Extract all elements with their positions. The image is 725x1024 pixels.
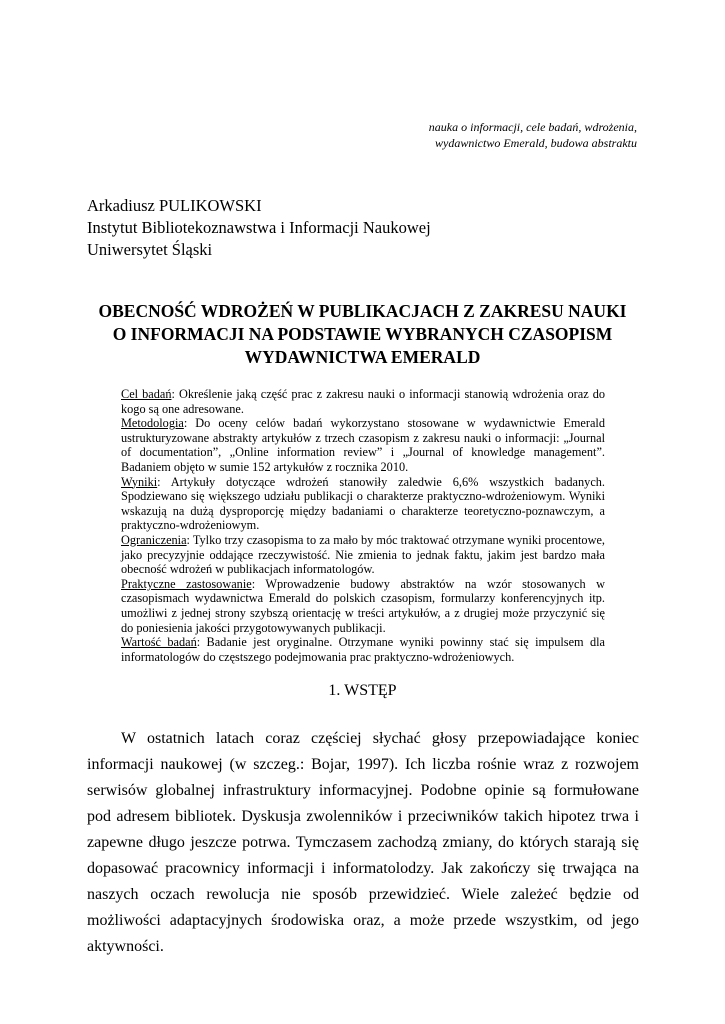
author-university: Uniwersytet Śląski — [87, 240, 213, 259]
abstract-value-text: : Badanie jest oryginalne. Otrzymane wyniki powinny stać się impulsem dla informatologów do częstszego podejmowania prac praktyczno-wdrożeniowych. — [121, 635, 605, 664]
abstract-value-label: Wartość badań — [121, 635, 197, 650]
abstract-limitations-text: : Tylko trzy czasopisma to za mało by móc traktować otrzymane wyniki procentowe, jako precyzyjnie oddające rzeczywistość. Nie zmienia to jednak faktu, jakim jest bardzo mała obecność wdrożeń w publikacjach informatologów. — [121, 532, 605, 577]
author-institute: Instytut Bibliotekoznawstwa i Informacji Naukowej — [87, 218, 431, 237]
section-heading: 1. WSTĘP — [328, 682, 397, 699]
title-line-2: O INFORMACJI NA PODSTAWIE WYBRANYCH CZASOPISM — [112, 324, 613, 344]
abstract-practical — [121, 577, 605, 635]
body-paragraph: W ostatnich latach coraz częściej słychać głosy przepowiadające koniec informacji naukowej (w szczeg.: Bojar, 1997). Ich liczba rośnie wraz z rozwojem serwisów globalnej infrastruktury informacyjnej. Podobne opinie są formułowane pod adresem bibliotek. Dyskusja zwolenników i przeciwników takich hipotez trwa i zapewne długo jeszcze potrwa. Tymczasem zachodzą zmiany, do których starają się dopasować pracownicy informacji i informatolodzy. Jak zakończy się trwająca na naszych oczach rewolucja nie sposób przewidzieć. Wiele zależeć będzie od możliwości adaptacyjnych środowiska oraz, a może przede wszystkim, od jego aktywności. — [87, 730, 639, 955]
abstract-findings-label: Wyniki — [121, 474, 158, 489]
structured-abstract — [121, 387, 605, 664]
abstract-methodology-text: : Do oceny celów badań wykorzystano stosowane w wydawnictwie Emerald ustrukturyzowane abstrakty artykułów z trzech czasopism z zakresu nauki o informacji: „Journal of documentation”, „Online information review” i „Journal of knowledge management”. Badaniem objęto w sumie 152 artykułów z rocznika 2010. — [121, 416, 605, 474]
author-block — [87, 195, 431, 261]
abstract-findings — [121, 475, 605, 533]
abstract-practical-label: Praktyczne zastosowanie — [121, 576, 252, 591]
abstract-methodology — [121, 416, 605, 474]
abstract-limitations — [121, 533, 605, 577]
title-line-3: WYDAWNICTWA EMERALD — [244, 347, 481, 367]
paper-title — [87, 300, 638, 369]
section-body — [87, 726, 639, 960]
abstract-findings-text: : Artykuły dotyczące wdrożeń stanowiły zaledwie 6,6% wszystkich badanych. Spodziewano się większego udziału publikacji o charakterze praktyczno-wdrożeniowym. Wyniki wskazują na dużą dysproporcję między badaniami o charakterze teoretyczno-poznawczym, a praktyczno-wdrożeniowym. — [121, 474, 605, 533]
abstract-methodology-label: Metodologia — [121, 416, 184, 431]
abstract-limitations-label: Ograniczenia — [121, 532, 187, 547]
keywords-line-2: wydawnictwo Emerald, budowa abstraktu — [435, 136, 637, 150]
abstract-purpose — [121, 387, 605, 416]
author-name: Arkadiusz PULIKOWSKI — [87, 196, 262, 215]
abstract-purpose-label: Cel badań — [121, 387, 172, 401]
abstract-purpose-text: : Określenie jaką część prac z zakresu nauki o informacji stanowią wdrożenia oraz do kogo są one adresowane. — [121, 387, 605, 416]
title-line-1: OBECNOŚĆ WDROŻEŃ W PUBLIKACJACH Z ZAKRESU NAUKI — [98, 301, 627, 321]
keywords — [429, 119, 637, 151]
keywords-line-1: nauka o informacji, cele badań, wdrożenia, — [428, 120, 637, 134]
abstract-practical-text: : Wprowadzenie budowy abstraktów na wzór stosowanych w czasopismach wydawnictwa Emerald do polskich czasopism, formularzy konferencyjnych itp. umożliwi z jednej strony szybszą orientację w treści artykułów, a z drugiej może przyczynić się do poniesienia jakości przygotowywanych publikacji. — [121, 576, 606, 635]
abstract-value — [121, 635, 605, 664]
